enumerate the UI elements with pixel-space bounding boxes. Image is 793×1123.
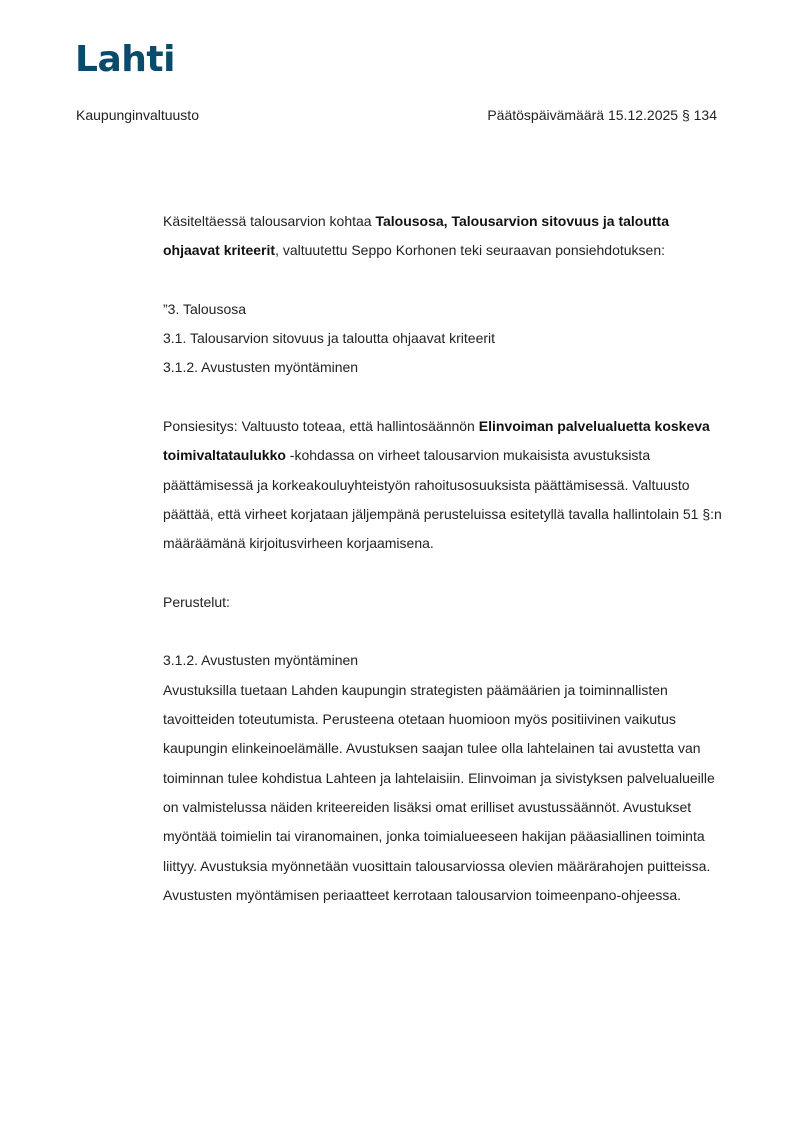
heading-avustukset: 3.1.2. Avustusten myöntäminen [163,359,359,376]
motion-paragraph [163,412,723,558]
motion-text: Ponsiesitys: Valtuusto toteaa, että hallintosäännön [163,418,479,435]
intro-bold: Talousosa, Talousarvion sitovuus ja taloutta ohjaavat kriteerit [163,213,670,259]
motion-bold: Elinvoiman palvelualuetta koskeva toimivaltataulukko [163,418,710,464]
decision-date-section [487,107,717,123]
heading-talousosa: ”3. Talousosa [163,300,247,317]
organ-name: Kaupunginvaltuusto [76,107,199,123]
reasons-heading: 3.1.2. Avustusten myöntäminen [163,652,359,669]
section-number: § 134 [681,107,717,123]
decision-date: 15.12.2025 [607,107,679,123]
motion-text-end: -kohdassa on virheet talousarvion mukaisista avustuksista päättämisessä ja korkeakouluyhteistyön rahoitusosuuksista päättämisessä. Valtuusto päättää, että virheet korjataan jäljempänä perusteluissa esitetyllä tavalla hallintolain 51 §:n määräämänä kirjoitusvirheen korjaamisena. [163,447,722,552]
intro-text: Käsiteltäessä talousarvion kohtaa [163,213,376,229]
decision-date-label: Päätöspäivämäärä [487,107,605,123]
intro-text-end: , valtuutettu Seppo Korhonen teki seuraavan ponsiehdotuksen: [275,242,666,259]
document-body [163,207,723,910]
intro-paragraph [163,207,723,266]
reasons-text: Avustuksilla tuetaan Lahden kaupungin strategisten päämäärien ja toiminnallisten tavoitteiden toteutumista. Perusteena otetaan huomioon myös positiivinen vaikutus kaupungin elinkeinoelämälle. Avustuksen saajan tulee olla lahtelainen tai avustetta van toiminnan tulee kohdistua Lahteen ja lahtelaisiin. Elinvoiman ja sivistyksen palvelualueille on valmistelussa näiden kriteereiden lisäksi omat erilliset avustussäännöt. Avustukset myöntää toimielin tai viranomainen, jonka toimialueeseen hakijan pääasiallinen toiminta liittyy. Avustuksia myönnetään vuosittain talousarviossa olevien määrärahojen puitteissa. Avustusten myöntämisen periaatteet kerrotaan talousarvion toimeenpano-ohjeessa. [163,681,715,903]
reasons-label: Perustelut: [163,593,230,610]
heading-sitovuus: 3.1. Talousarvion sitovuus ja taloutta ohjaavat kriteerit [163,330,496,347]
lahti-logo: Lahti [75,39,175,80]
